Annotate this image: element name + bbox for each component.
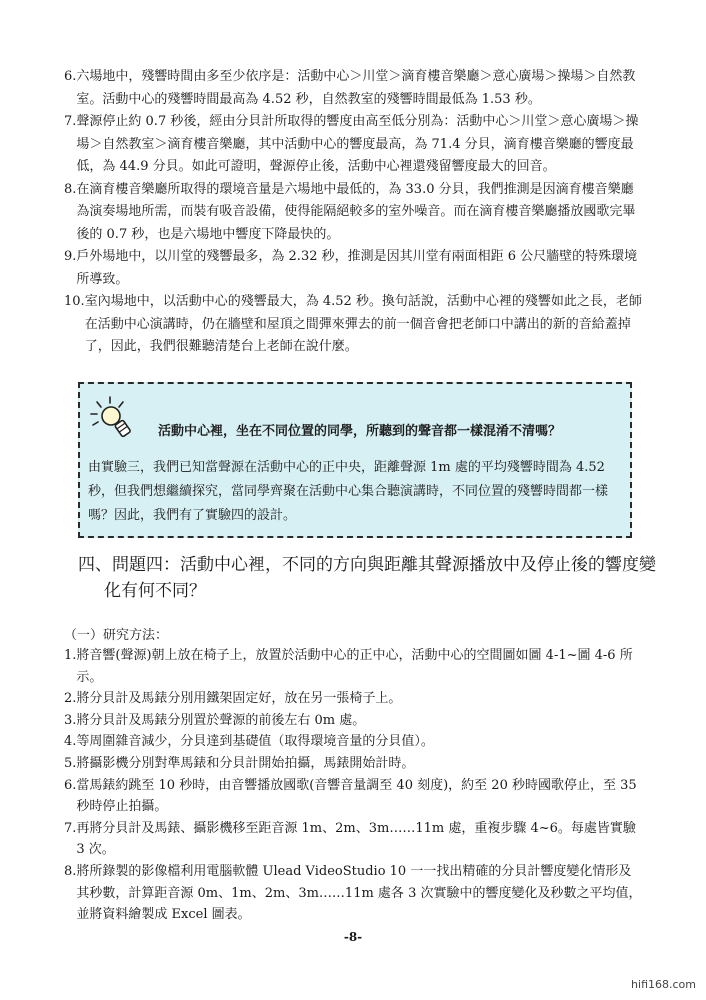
observation-item xyxy=(64,246,644,291)
step-number: 3. xyxy=(64,712,77,728)
item-number: 10. xyxy=(64,294,85,309)
step-text: 將攝影機分別對準馬錶和分貝計開始拍攝，馬錶開始計時。 xyxy=(76,755,415,771)
item-number: 9. xyxy=(64,249,77,264)
page-number: -8- xyxy=(343,930,363,944)
method-step xyxy=(64,753,644,775)
step-number: 5. xyxy=(64,755,77,771)
item-text: 戶外場地中，以川堂的殘響最多，為 2.32 秒，推測是因其川堂有兩面相距 6 公尺牆壁的特殊環境所導致。 xyxy=(76,249,638,287)
item-number: 7. xyxy=(64,114,77,129)
item-number: 8. xyxy=(64,181,77,197)
step-text: 將音響(聲源)朝上放在椅子上，放置於活動中心的正中心，活動中心的空間圖如圖 4-1~圖 4-6 所示。 xyxy=(76,648,633,685)
step-number: 8. xyxy=(64,863,77,879)
step-text: 將分貝計及馬錶分別用鐵架固定好，放在另一張椅子上。 xyxy=(76,691,402,707)
item-number: 6. xyxy=(64,69,77,84)
method-step xyxy=(64,645,644,688)
observation-item xyxy=(64,291,644,359)
step-number: 6. xyxy=(64,777,77,793)
method-step xyxy=(64,688,644,710)
step-number: 1. xyxy=(64,648,77,663)
observation-item xyxy=(64,179,644,247)
method-step xyxy=(64,710,644,732)
observation-item xyxy=(64,111,644,179)
item-text: 室內場地中，以活動中心的殘響最大，為 4.52 秒。換句話說，活動中心裡的殘響如此之長，老師在活動中心演講時，仍在牆壁和屋頂之間彈來彈去的前一個音會把老師口中講出的新的音給蓋掉了，因此，我們很難聽清楚台上老師在說什麼。 xyxy=(84,294,642,354)
item-text: 在滴育樓音樂廳所取得的環境音量是六場地中最低的，為 33.0 分貝，我們推測是因滴育樓音樂廳為演奏場地所需，而裝有吸音設備，使得能隔絕較多的室外噪音。而在滴育樓音樂廳播放國歌完畢後的 0.7 秒，也是六場地中響度下降最快的。 xyxy=(76,181,636,242)
method-step xyxy=(64,818,644,861)
observations-list xyxy=(64,66,644,359)
method-step xyxy=(64,731,644,753)
section-heading-line1: 四、問題四：活動中心裡，不同的方向與距離其聲源播放中及停止後的響度變 xyxy=(78,555,656,575)
callout-body-text: 由實驗三，我們已知當聲源在活動中心的正中央，距離聲源 1m 處的平均殘響時間為 4.52 秒，但我們想繼續探究，當同學齊聚在活動中心集合聽演講時，不同位置的殘響時間都一樣嗎？因此，我們有了實驗四的設計。 xyxy=(88,460,609,523)
step-text: 再將分貝計及馬錶、攝影機移至距音源 1m、2m、3m……11m 處，重複步驟 4~6。每處皆實驗 3 次。 xyxy=(76,820,636,858)
question-callout-box xyxy=(78,382,632,538)
step-text: 等周圍雜音減少，分貝達到基礎值（取得環境音量的分貝值）。 xyxy=(76,734,434,750)
section-heading-line2: 化有何不同？ xyxy=(104,581,206,601)
method-step xyxy=(64,861,644,926)
item-text: 聲源停止約 0.7 秒後，經由分貝計所取得的響度由高至低分別為：活動中心＞川堂＞意心廣場＞操場＞自然教室＞滴育樓音樂廳，其中活動中心的響度最高，為 71.4 分貝，滴育樓音樂廳的響度最低，為 44.9 分貝。如此可證明，聲源停止後，活動中心裡還殘留響度最大的回音。 xyxy=(76,114,639,174)
step-text: 當馬錶約跳至 10 秒時，由音響播放國歌(音響音量調至 40 刻度)，約至 20 秒時國歌停止，至 35 秒時停止拍攝。 xyxy=(76,777,637,815)
step-text: 將分貝計及馬錶分別置於聲源的前後左右 0m 處。 xyxy=(76,712,366,728)
method-subheading: （一）研究方法： xyxy=(64,628,169,643)
step-number: 7. xyxy=(64,820,77,836)
observation-item xyxy=(64,66,644,111)
method-step xyxy=(64,775,644,818)
item-text: 六場地中，殘響時間由多至少依序是：活動中心＞川堂＞滴育樓音樂廳＞意心廣場＞操場＞自然教室。活動中心的殘響時間最高為 4.52 秒，自然教室的殘響時間最低為 1.53 秒。 xyxy=(76,69,636,107)
step-number: 4. xyxy=(64,734,77,750)
lightbulb-icon xyxy=(88,394,138,440)
section-heading xyxy=(78,552,658,604)
step-number: 2. xyxy=(64,691,77,707)
callout-question-title: 活動中心裡，坐在不同位置的同學，所聽到的聲音都一樣混淆不清嗎？ xyxy=(158,424,562,439)
method-steps-list xyxy=(64,645,644,926)
step-text: 將所錄製的影像檔利用電腦軟體 Ulead VideoStudio 10 一一找出精確的分貝計響度變化情形及其秒數，計算距音源 0m、1m、2m、3m……11m 處各 3 次實驗中的響度變化及秒數之平均值，並將資料繪製成 Excel 圖表。 xyxy=(76,863,642,923)
site-watermark: hifi168.com xyxy=(631,978,696,991)
